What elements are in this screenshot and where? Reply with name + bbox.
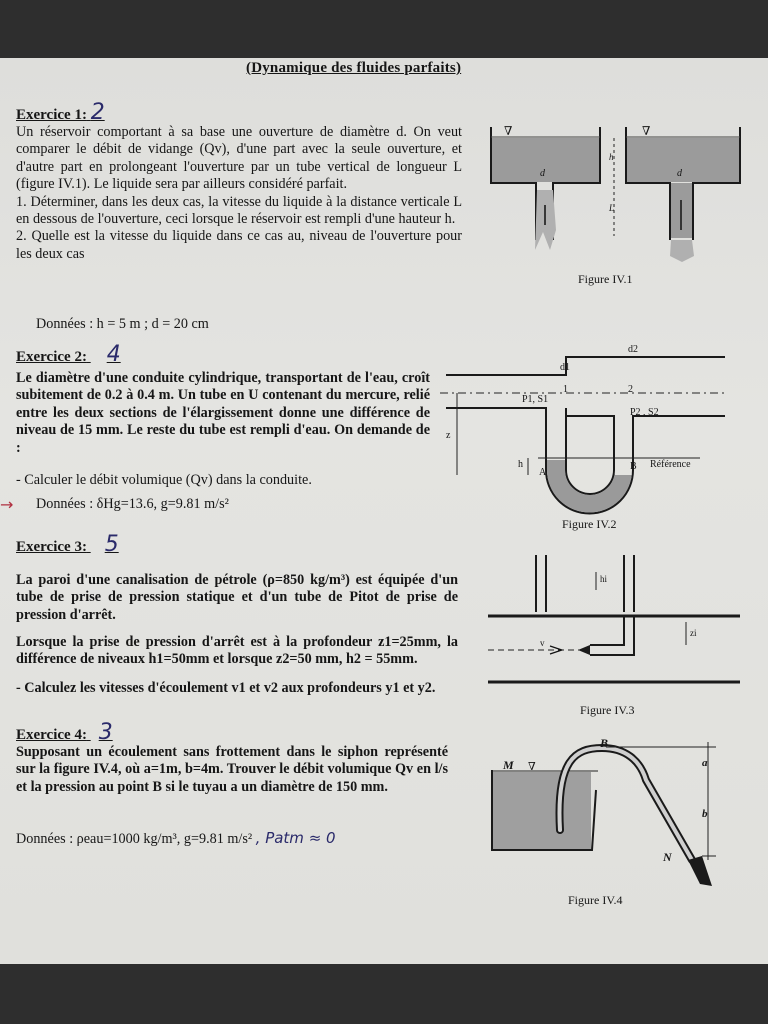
point-m-label: M <box>503 758 514 772</box>
exercise-4-handwritten-number: 3 <box>98 720 113 745</box>
exercise-4-handwritten-note: , Patm ≈ 0 <box>255 829 336 847</box>
exercise-3-question-2: - Calculez les vitesses d'écoulement v1 et v2 aux profondeurs y1 et y2. <box>16 680 436 696</box>
figure-iv-4-caption: Figure IV.4 <box>568 893 623 907</box>
tank-2-diameter-label: d <box>677 168 682 179</box>
exercise-2-handwritten-number: 4 <box>106 342 121 367</box>
point-a-label: A <box>539 467 547 478</box>
p1s1-label: P1, S1 <box>522 394 549 405</box>
reservoir-water <box>493 772 591 849</box>
length-L-label: L <box>609 203 615 213</box>
exercise-1-handwritten-number: 2 <box>90 100 105 125</box>
exercise-3-question-1: Lorsque la prise de pression d'arrêt est à la profondeur z1=25mm, la différence de niveaux h1=50mm et lorsque z2=50 mm, h2 = 55mm. <box>16 634 458 668</box>
exercise-2-data: Données : δHg=13.6, g=9.81 m/s² <box>36 496 229 512</box>
exercise-3-handwritten-number: 5 <box>104 532 119 557</box>
section-1-label: 1 <box>563 384 568 395</box>
exercise-4-statement: Supposant un écoulement sans frottement dans le siphon représenté sur la figure IV.4, où a=1m, b=4m. Trouver le débit volumique Qv en l/s et la pression au point B si le tuyau a un diamètre de 150 mm. <box>16 744 448 795</box>
reference-label: Référence <box>650 459 691 470</box>
b-label: b <box>702 808 708 820</box>
exercise-1-statement: Un réservoir comportant à sa base une ouverture de diamètre d. On veut comparer le débit de vidange (Qv), d'une part avec la seule ouverture, et d'autre part en prolongeant l'ouverture par un tube vertical de longueur L (figure IV.1). Le liquide sera par ailleurs considéré parfait. <box>16 124 462 193</box>
surface-level-symbol: ∇ <box>528 761 536 773</box>
exercise-3-heading-text: Exercice 3: <box>16 539 87 555</box>
exercise-1-heading-text: Exercice 1: <box>16 107 87 123</box>
point-n-label: N <box>663 850 672 864</box>
exercise-1-data: Données : h = 5 m ; d = 20 cm <box>36 316 209 332</box>
a-label: a <box>702 757 708 769</box>
section-2-label: 2 <box>628 384 633 395</box>
exercise-2-question-1: - Calculer le débit volumique (Qv) dans la conduite. <box>16 472 312 488</box>
z-label: z <box>446 430 451 441</box>
exercise-3-statement: La paroi d'une canalisation de pétrole (ρ=850 kg/m³) est équipée d'un tube de prise de pression statique et d'un tube de Pitot de prise de pression d'arrêt. <box>16 572 458 623</box>
exercise-2-heading-text: Exercice 2: <box>16 349 87 365</box>
height-h-label: h <box>609 152 614 162</box>
zi-label: zi <box>690 628 697 638</box>
tank-1-level-symbol: ∇ <box>504 124 513 138</box>
figure-iv-1-caption: Figure IV.1 <box>578 272 633 286</box>
red-arrow-icon: → <box>0 495 14 514</box>
exercise-2-statement: Le diamètre d'une conduite cylindrique, transportant de l'eau, croît subitement de 0.2 à 0.4 m. Un tube en U contenant du mercure, relié entre les deux sections de l'élargissement donne une différence de niveau de 15 mm. Le reste du tube est rempli d'eau. On demande de : <box>16 370 430 456</box>
d1-label: d1 <box>560 362 570 373</box>
siphon-outlet <box>688 856 712 886</box>
figure-iv-3-caption: Figure IV.3 <box>580 703 635 717</box>
p2s2-label: P2 , S2 <box>630 407 659 418</box>
exercise-1-question-1: 1. Déterminer, dans les deux cas, la vitesse du liquide à la distance verticale L en dessous de l'ouverture, ceci lorsque le réservoir est rempli d'une hauteur h. <box>16 193 462 228</box>
figure-iv-2-caption: Figure IV.2 <box>562 517 617 531</box>
tank-1-diameter-label: d <box>540 168 545 179</box>
h-label: h <box>518 459 523 470</box>
exercise-1-question-2: 2. Quelle est la vitesse du liquide dans ce cas au, niveau de l'ouverture pour les deux cas <box>16 228 462 262</box>
velocity-label: v <box>540 638 545 648</box>
exercise-4-data: Données : ρeau=1000 kg/m³, g=9.81 m/s² <box>16 831 253 847</box>
point-b-label: B <box>600 736 609 750</box>
page-title: (Dynamique des fluides parfaits) <box>246 60 462 76</box>
hi-label: hi <box>600 574 608 584</box>
point-b-label: B <box>630 461 637 472</box>
exercise-4-heading-text: Exercice 4: <box>16 727 87 743</box>
d2-label: d2 <box>628 344 638 355</box>
tank-2-level-symbol: ∇ <box>642 124 651 138</box>
